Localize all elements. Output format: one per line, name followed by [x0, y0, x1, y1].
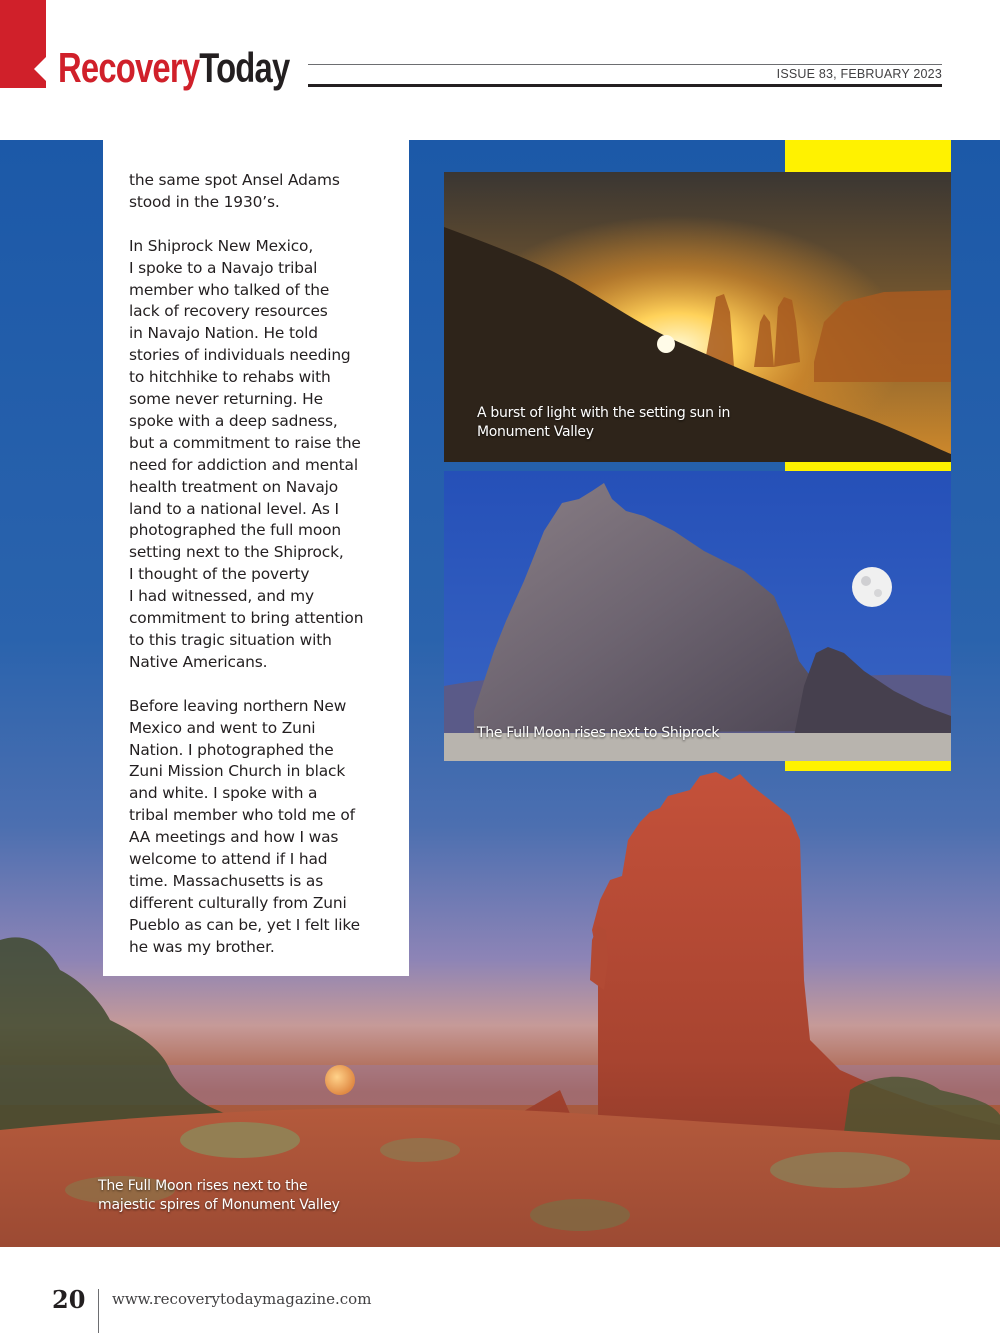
article-paragraph: In Shiprock New Mexico, I spoke to a Navajo tribal member who talked of the lack of recovery resources in Navajo Nation. He told stories of individuals needing to hitchhike to rehabs with some never returning. He spoke with a deep sadness, but a commitment to raise the need for addiction and mental health treatment on Navajo land to a national level. As I photographed the full moon setting next to the Shiprock, I thought of the poverty I had witnessed, and my commitment to bring attention to this tragic situation with Native Americans.: [129, 236, 364, 671]
brand-tab-notch: [34, 57, 46, 81]
header-rule-thick: [308, 84, 942, 87]
photo-caption-sunset: A burst of light with the setting sun in Monument Valley: [477, 405, 731, 440]
yellow-accent-mid: [785, 462, 951, 471]
footer-website-url[interactable]: www.recoverytodaymagazine.com: [112, 1290, 372, 1308]
yellow-accent-bottom: [785, 761, 951, 771]
article-paragraph: the same spot Ansel Adams stood in the 1930’s.: [129, 171, 340, 211]
header-rule-thin: [308, 64, 942, 65]
article-paragraph: Before leaving northern New Mexico and went to Zuni Nation. I photographed the Zuni Mission Church in black and white. I spoke with a tribal member who told me of AA meetings and how I was welcome to attend if I had time. Massachusetts is as different culturally from Zuni Pueblo as can be, yet I felt like he was my brother.: [129, 696, 360, 956]
masthead-word-today: Today: [199, 44, 290, 91]
shrub: [380, 1138, 460, 1162]
sun-burst: [657, 335, 675, 353]
yellow-accent-top: [785, 140, 951, 172]
full-moon: [325, 1065, 355, 1095]
footer-divider: [98, 1289, 99, 1333]
issue-label: ISSUE 83, FEBRUARY 2023: [776, 67, 942, 81]
shrub: [530, 1199, 630, 1231]
page-number: 20: [52, 1285, 86, 1314]
masthead-word-recovery: Recovery: [58, 44, 200, 91]
photo-caption-shiprock: The Full Moon rises next to Shiprock: [477, 725, 720, 741]
masthead-logo: [58, 44, 289, 104]
shrub: [770, 1152, 910, 1188]
photo-sunset-monument-valley: [444, 172, 951, 462]
shiprock-illustration: [444, 471, 951, 761]
article-body: [129, 170, 381, 980]
shrub: [180, 1122, 300, 1158]
background-photo-caption: The Full Moon rises next to the majestic spires of Monument Valley: [98, 1178, 340, 1213]
full-moon-shiprock: [852, 567, 892, 607]
photo-shiprock-full-moon: [444, 471, 951, 761]
